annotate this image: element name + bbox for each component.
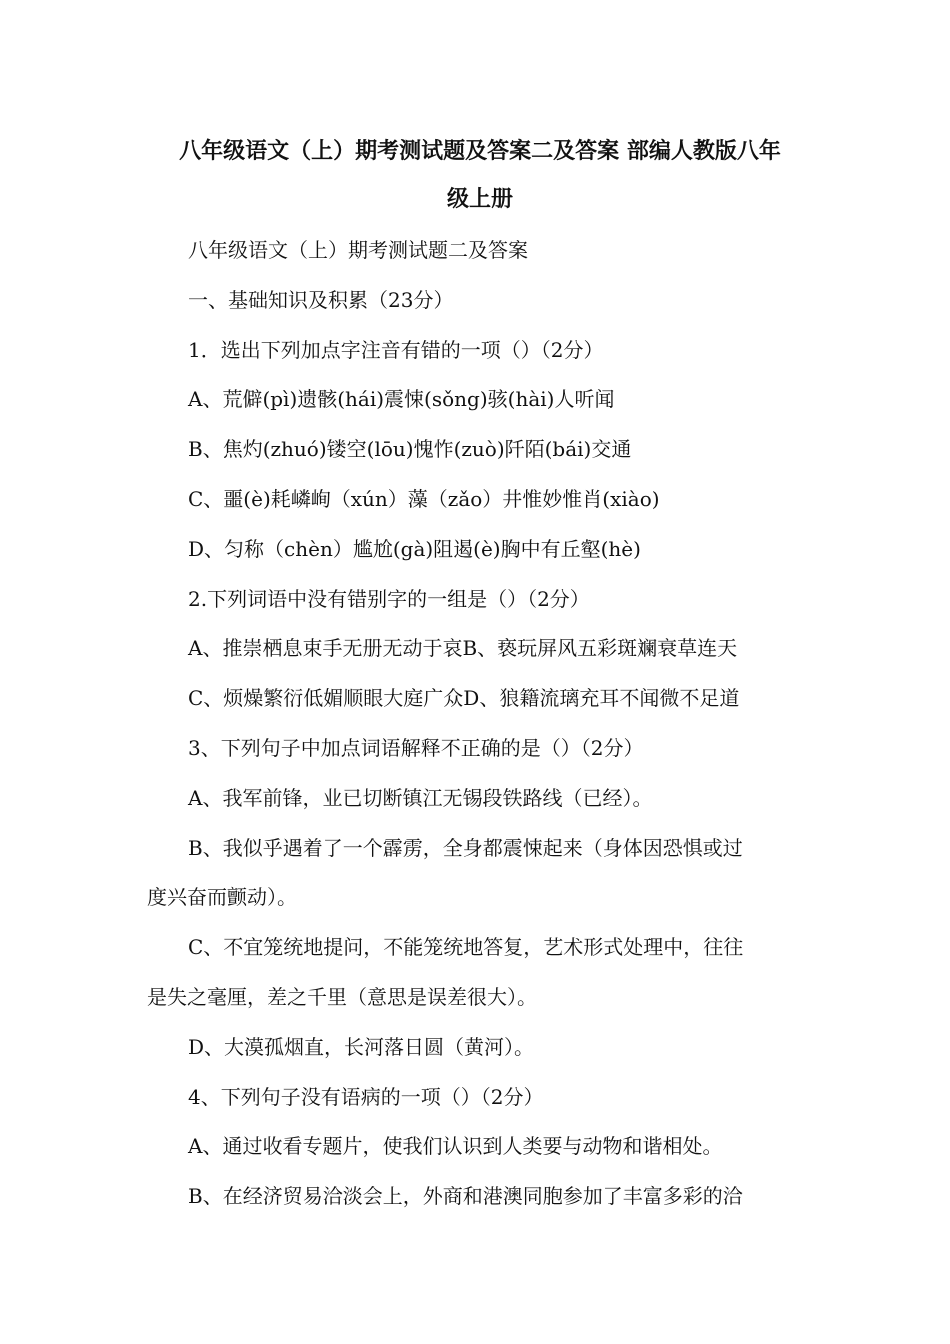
question-1-option-d: D、匀称（chèn）尴尬(gà)阻遏(è)胸中有丘壑(hè) (188, 537, 641, 561)
question-3-option-a: A、我军前锋，业已切断镇江无锡段铁路线（已经）。 (188, 786, 653, 810)
document-title-line-2: 级上册 (446, 187, 513, 212)
question-3-option-c: C、不宜笼统地提问，不能笼统地答复，艺术形式处理中，往往 (188, 935, 744, 959)
question-1-option-b: B、焦灼(zhuó)镂空(lōu)愧怍(zuò)阡陌(bái)交通 (188, 437, 632, 461)
question-3: 3、下列句子中加点词语解释不正确的是（）（2分） (188, 736, 644, 760)
question-2-options-cd: C、烦燥繁衍低媚顺眼大庭广众D、狼籍流璃充耳不闻微不足道 (188, 686, 740, 710)
question-3-option-c-continued: 是失之毫厘，差之千里（意思是误差很大）。 (147, 985, 537, 1009)
question-1-option-a: A、荒僻(pì)遗骸(hái)震悚(sǒng)骇(hài)人听闻 (188, 387, 615, 411)
question-1: 1．选出下列加点字注音有错的一项（）（2分） (188, 338, 604, 362)
question-4-option-a: A、通过收看专题片，使我们认识到人类要与动物和谐相处。 (188, 1134, 723, 1158)
question-1-option-c: C、噩(è)耗嶙峋（xún）藻（zǎo）井惟妙惟肖(xiào) (188, 487, 660, 511)
section-heading: 一、基础知识及积累（23分） (188, 288, 454, 312)
question-2-options-ab: A、推崇栖息束手无册无动于哀B、亵玩屏风五彩斑斓衰草连天 (188, 636, 738, 660)
question-4-option-b: B、在经济贸易洽淡会上，外商和港澳同胞参加了丰富多彩的洽 (188, 1184, 743, 1208)
question-3-option-b: B、我似乎遇着了一个霹雳，全身都震悚起来（身体因恐惧或过 (188, 836, 743, 860)
document-title-line-1: 八年级语文（上）期考测试题及答案二及答案 部编人教版八年 (179, 139, 781, 164)
question-3-option-b-continued: 度兴奋而颤动）。 (147, 885, 297, 909)
document-heading: 八年级语文（上）期考测试题二及答案 (188, 238, 528, 262)
question-2: 2.下列词语中没有错别字的一组是（）（2分） (188, 587, 590, 611)
question-3-option-d: D、大漠孤烟直，长河落日圆（黄河）。 (188, 1035, 535, 1059)
question-4: 4、下列句子没有语病的一项（）（2分） (188, 1085, 544, 1109)
